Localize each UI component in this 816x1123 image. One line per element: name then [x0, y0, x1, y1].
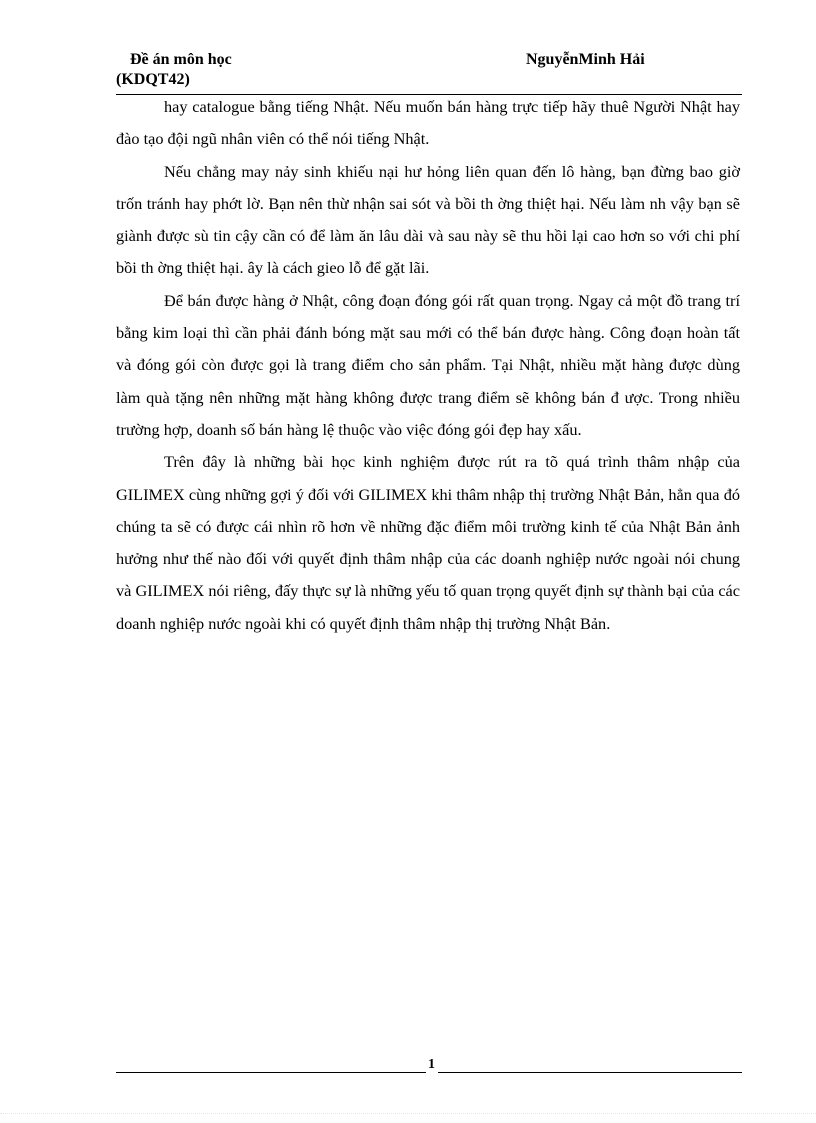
header-course-title: Đề án môn học [130, 51, 232, 68]
page-number: 1 [428, 1057, 435, 1072]
paragraph-continuation: hay catalogue bằng tiếng Nhật. Nếu muốn bán hàng trực tiếp hãy thuê Người Nhật hay đào tạo đội ngũ nhân viên có thể nói tiếng Nhật. [116, 97, 740, 149]
footer-rule-right [438, 1072, 742, 1073]
document-body [116, 91, 740, 640]
footer-rule-left [116, 1072, 426, 1073]
page-header [116, 50, 742, 95]
paragraph-packaging: Để bán được hàng ở Nhật, công đoạn đóng gói rất quan trọng. Ngay cả một đồ trang trí bằng kim loại thì cần phải đánh bóng mặt sau mới có thể bán được hàng. Công đoạn hoàn tất và đóng gói còn được gọi là trang điểm cho sản phẩm. Tại Nhật, nhiều mặt hàng được dùng làm quà tặng nên những mặt hàng không được trang điểm sẽ không bán đ ược. Trong nhiều trường hợp, doanh số bán hàng lệ thuộc vào việc đóng gói đẹp hay xấu. [116, 290, 740, 439]
paragraph-conclusion: Trên đây là những bài học kinh nghiệm được rút ra tõ quá trình thâm nhập của GILIMEX cùng những gợi ý đối với GILIMEX khi thâm nhập thị trường Nhật Bản, hẳn qua đó chúng ta sẽ có được cái nhìn rõ hơn về những đặc điểm môi trường kinh tế của Nhật Bản ảnh hưởng như thế nào đối với quyết định thâm nhập của các doanh nghiệp nước ngoài nói chung và GILIMEX nói riêng, đấy thực sự là những yếu tố quan trọng quyết định sự thành bại của các doanh nghiệp nước ngoài khi có quyết định thâm nhập thị trường Nhật Bản. [116, 452, 740, 633]
header-author-name: NguyễnMinh Hải [526, 51, 645, 68]
paragraph-complaints: Nếu chẳng may nảy sinh khiếu nại hư hỏng liên quan đến lô hàng, bạn đừng bao giờ trốn tránh hay phớt lờ. Bạn nên thừ nhận sai sót và bồi th ờng thiệt hại. Nếu làm nh vậy bạn sẽ giành được sù tin cậy cần có để làm ăn lâu dài và sau này sẽ thu hồi lại cao hơn so với chi phí bồi th ờng thiệt hại. ây là cách gieo lỗ để gặt lãi. [116, 161, 740, 278]
page-bottom-edge [0, 1113, 816, 1114]
page-footer [116, 1056, 742, 1076]
header-class-code: (KDQT42) [116, 71, 190, 88]
